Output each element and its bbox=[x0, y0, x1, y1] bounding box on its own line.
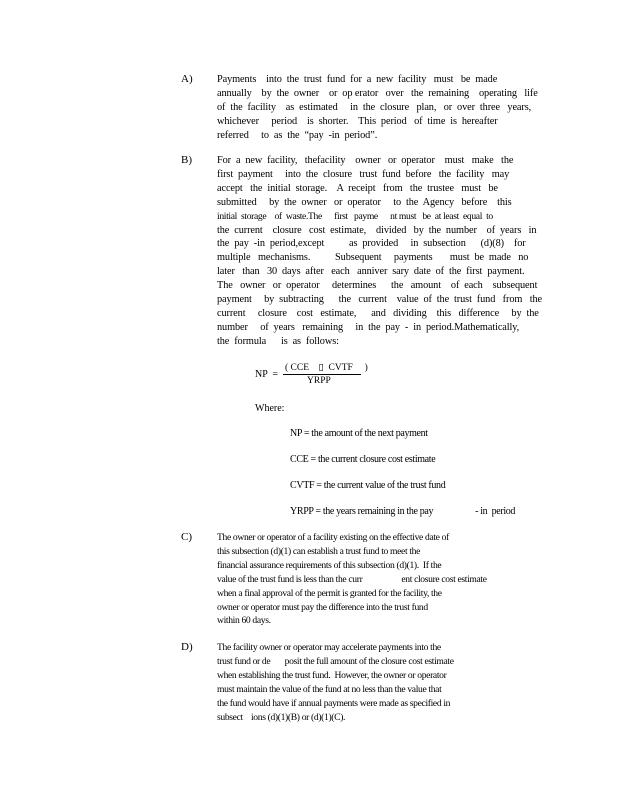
section-a-text bbox=[217, 73, 538, 143]
definition-yrpp-tail: - in period bbox=[475, 506, 516, 517]
section-d-text bbox=[217, 641, 454, 724]
text-line: annually by the owner or op erator over the remaining operating life bbox=[217, 87, 538, 99]
definition-cvtf: CVTF = the current value of the trust fund bbox=[290, 480, 446, 491]
text-line: owner or operator must pay the difference into the trust fund bbox=[217, 601, 428, 613]
section-c-label: C) bbox=[181, 531, 192, 543]
text-line: number of years remaining in the pay - in period.Mathematically, bbox=[217, 321, 520, 333]
text-line: trust fund or de posit the full amount of the closure cost estimate bbox=[217, 655, 454, 667]
section-c-text bbox=[217, 531, 487, 628]
text-line: initial storage of waste.The first payme nt must be at least equal to bbox=[217, 210, 493, 222]
text-line: payment by subtracting the current value of the trust fund from the bbox=[217, 294, 542, 306]
definition-np: NP = the amount of the next payment bbox=[290, 428, 428, 439]
formula-lhs: NP = bbox=[255, 369, 279, 380]
text-line: the pay -in period,except as provided in subsection (d)(8) for bbox=[217, 238, 526, 250]
section-b-label: B) bbox=[181, 154, 192, 166]
text-line: submitted by the owner or operator to the Agency before this bbox=[217, 196, 512, 208]
text-line: this subsection (d)(1) can establish a trust fund to meet the bbox=[217, 545, 420, 557]
text-line: of the facility as estimated in the closure plan, or over three years, bbox=[217, 101, 532, 113]
text-line: For a new facility, thefacility owner or operator must make the bbox=[217, 155, 514, 166]
text-line: accept the initial storage. A receipt from the trustee must be bbox=[217, 182, 498, 194]
text-line: later than 30 days after each anniver sary date of the first payment. bbox=[217, 266, 525, 278]
section-a-label: A) bbox=[181, 73, 193, 85]
text-line: must maintain the value of the fund at no less than the value that bbox=[217, 683, 442, 695]
text-line: the fund would have if annual payments were made as specified in bbox=[217, 697, 451, 709]
text-line: The owner or operator determines the amount of each subsequent bbox=[217, 280, 538, 292]
text-line: The facility owner or operator may accelerate payments into the bbox=[217, 642, 441, 653]
text-line: the current closure cost estimate, divided by the number of years in bbox=[217, 224, 537, 236]
text-line: when establishing the trust fund. However, the owner or operator bbox=[217, 669, 447, 681]
fraction-bar bbox=[283, 374, 361, 375]
np-formula bbox=[255, 362, 395, 392]
definition-yrpp-main: YRPP = the years remaining in the pay bbox=[290, 506, 434, 517]
text-line: the formula is as follows: bbox=[217, 335, 339, 347]
formula-numerator: ( CCE ▯ CVTF ) bbox=[285, 363, 368, 373]
section-d-label: D) bbox=[181, 641, 193, 653]
formula-denominator: YRPP bbox=[307, 376, 331, 386]
section-b-text bbox=[217, 154, 542, 349]
text-line: subsect ions (d)(1)(B) or (d)(1)(C). bbox=[217, 711, 346, 723]
text-line: multiple mechanisms. Subsequent payments must be made no bbox=[217, 252, 529, 264]
text-line: Payments into the trust fund for a new facility must be made bbox=[217, 74, 498, 85]
where-label: Where: bbox=[255, 403, 285, 414]
definition-yrpp bbox=[290, 506, 515, 517]
text-line: current closure cost estimate, and dividing this difference by the bbox=[217, 307, 539, 319]
definition-cce: CCE = the current closure cost estimate bbox=[290, 454, 436, 465]
text-line: financial assurance requirements of this subsection (d)(1). If the bbox=[217, 559, 442, 571]
text-line: within 60 days. bbox=[217, 615, 271, 627]
text-line: first payment into the closure trust fund before the facility may bbox=[217, 168, 510, 180]
text-line: The owner or operator of a facility existing on the effective date of bbox=[217, 532, 449, 543]
text-line: value of the trust fund is less than the curr ent closure cost estimate bbox=[217, 573, 487, 585]
text-line: when a final approval of the permit is granted for the facility, the bbox=[217, 587, 442, 599]
text-line: whichever period is shorter. This period of time is hereafter bbox=[217, 115, 498, 127]
text-line: referred to as the “pay -in period”. bbox=[217, 129, 378, 141]
